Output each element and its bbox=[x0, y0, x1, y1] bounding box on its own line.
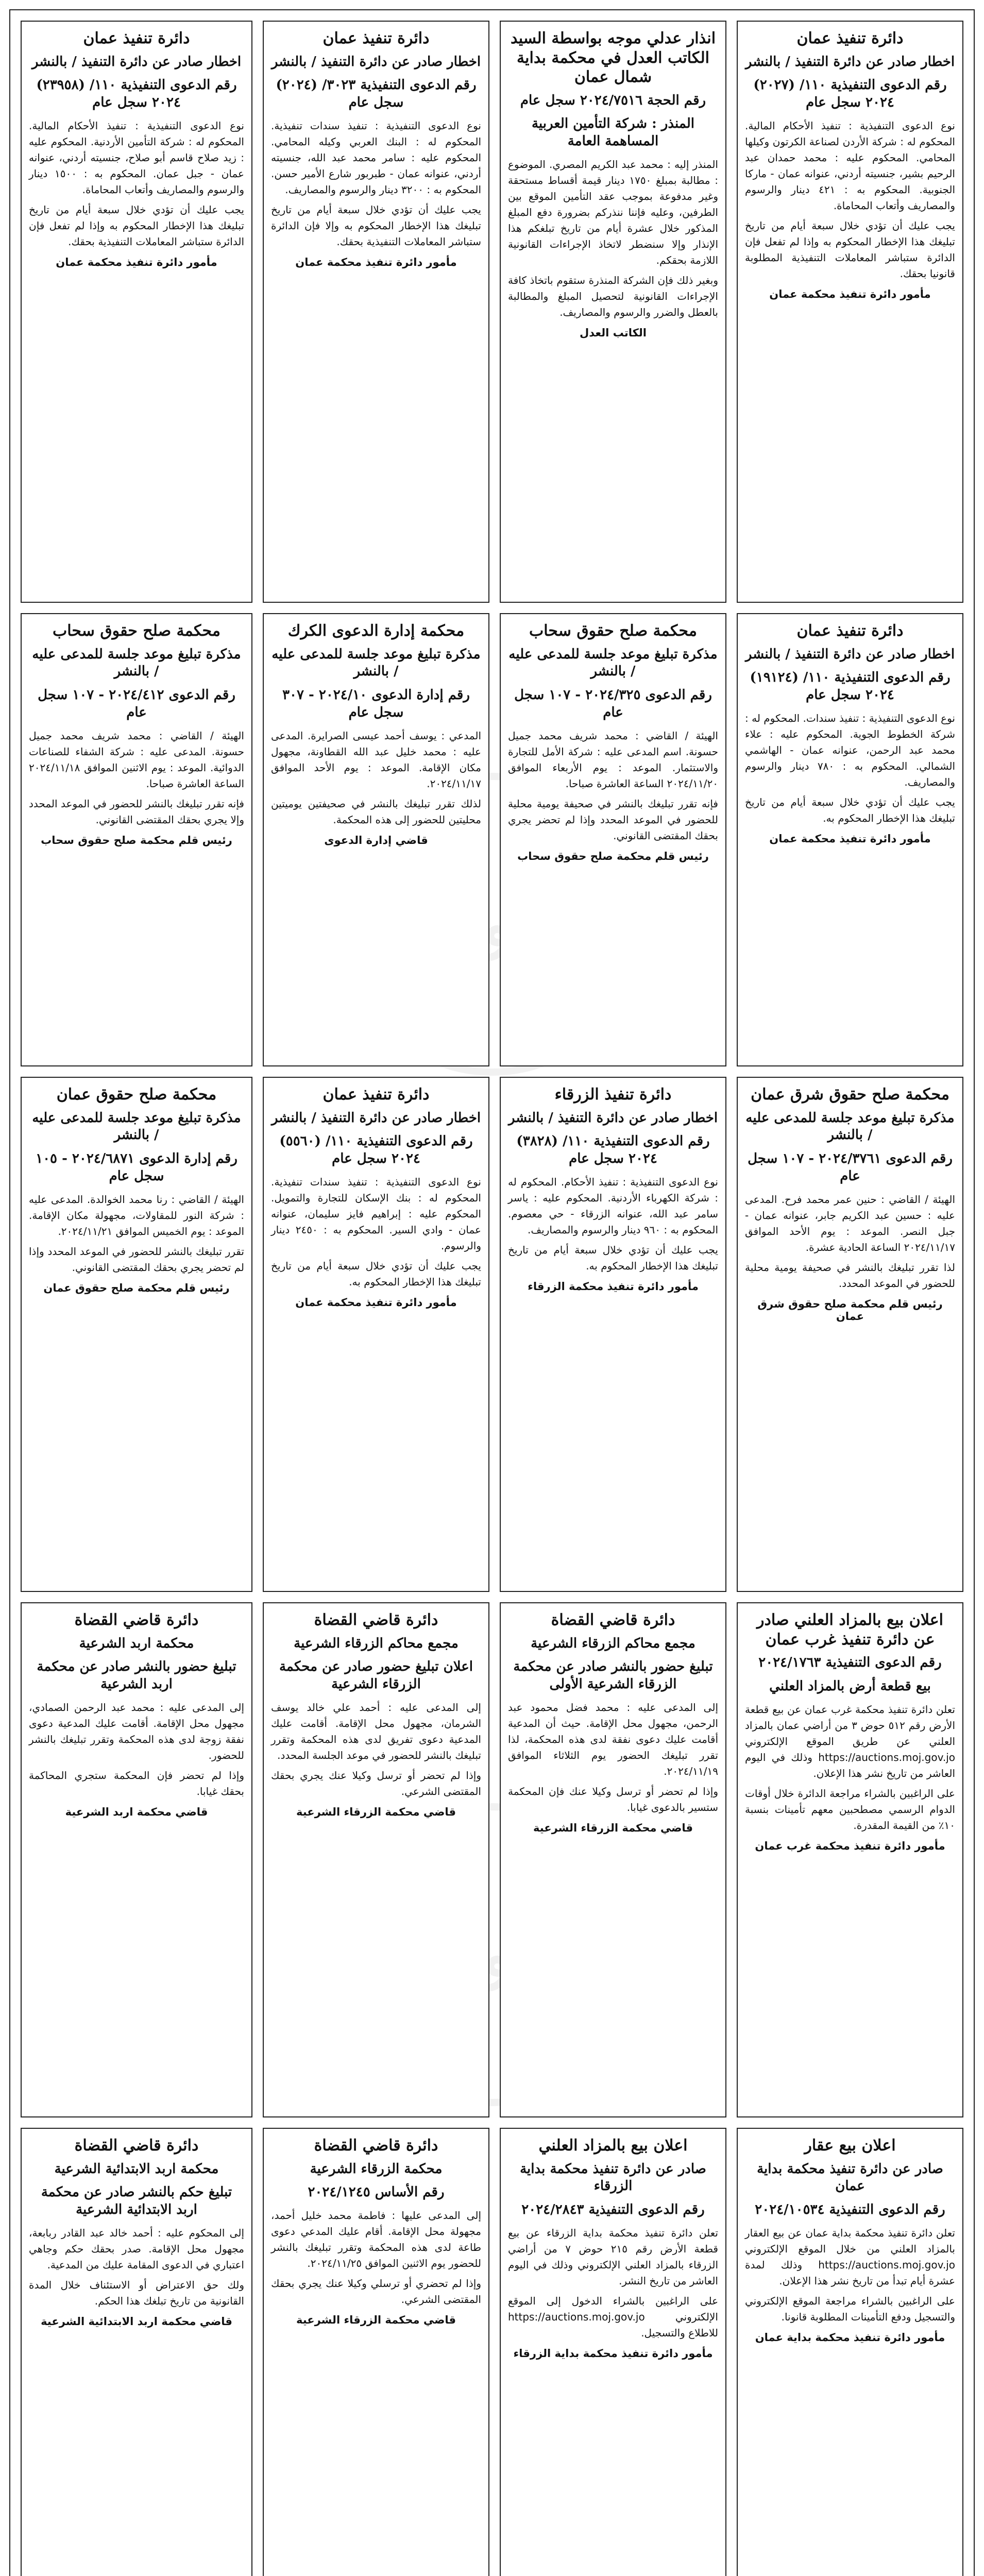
notice-case: رقم الدعوى التنفيذية ١١٠/ (٢٠٢٧) ٢٠٢٤ سجل عام bbox=[753, 77, 947, 111]
notice-r4-c4 bbox=[21, 1602, 252, 2117]
notice-title: دائرة تنفيذ عمان bbox=[796, 29, 904, 47]
notice-body: تعلن دائرة تنفيذ محكمة بداية الزرقاء عن بيع قطعة الأرض رقم ٢١٥ حوض ٧ من أراضي الزرقاء بالمزاد العلني الإلكتروني وذلك في اليوم العاشر من تاريخ النشر. bbox=[508, 2226, 718, 2287]
notice-body: إلى المدعى عليه : أحمد علي خالد يوسف الشرمان، مجهول محل الإقامة. أقامت عليك المدعية دعوى تفريق لدى هذه المحكمة وتقرر تبليغك بالنشر للحضور في موعد الجلسة المحدد. bbox=[271, 1701, 481, 1761]
notice-case: بيع قطعة أرض بالمزاد العلني bbox=[769, 1678, 931, 1694]
notice-body: إلى المدعى عليها : فاطمة محمد خليل أحمد، مجهولة محل الإقامة. أقام عليك المدعي دعوى طاعة لدى هذه المحكمة وتقرر تبليغك بالنشر للحضور يوم الاثنين الموافق ٢٠٢٤/١١/٢٥. bbox=[271, 2209, 481, 2270]
notice-note: لذلك تقرر تبليغك بالنشر في صحيفتين يوميتين محليتين للحضور إلى هذه المحكمة. bbox=[271, 797, 481, 826]
notice-note: يجب عليك أن تؤدي خلال سبعة أيام من تاريخ تبليغك هذا الإخطار المحكوم به. bbox=[271, 1259, 481, 1288]
notice-case: رقم الدعوى ٢٠٢٤/٣٧٦١ - ١٠٧ سجل عام bbox=[748, 1151, 953, 1184]
notice-sign: رئيس قلم محكمة صلح حقوق سحاب bbox=[517, 850, 709, 862]
notice-sign: قاضي محكمة الزرقاء الشرعية bbox=[533, 1821, 693, 1834]
notice-note: يجب عليك أن تؤدي خلال سبعة أيام من تاريخ تبليغك هذا الإخطار المحكوم به. bbox=[508, 1243, 718, 1272]
notice-case: رقم الدعوى التنفيذية ١١٠/ (٥٥٦٠) ٢٠٢٤ سجل عام bbox=[279, 1133, 473, 1167]
notice-title: انذار عدلي موجه بواسطة السيد الكاتب العدل في محكمة بداية شمال عمان bbox=[510, 29, 716, 86]
notice-body: نوع الدعوى التنفيذية : تنفيذ الأحكام. المحكوم له : شركة الكهرباء الأردنية. المحكوم عليه : ياسر سامر عبد الله، عنوانه الزرقاء - حي معصوم. المحكوم به : ٩٦٠ دينار والرسوم والمصاريف. bbox=[508, 1175, 718, 1236]
notice-sign: رئيس قلم محكمة صلح حقوق عمان bbox=[43, 1281, 230, 1294]
notice-note: يجب عليك أن تؤدي خلال سبعة أيام من تاريخ تبليغك هذا الإخطار المحكوم به وإذا لم تفعل فإن الدائرة ستباشر المعاملات التنفيذية بحقك. bbox=[29, 203, 244, 248]
notice-body: تعلن دائرة تنفيذ محكمة غرب عمان عن بيع قطعة الأرض رقم ٥١٢ حوض ٣ من أراضي عمان بالمزاد العلني عن طريق الموقع الإلكتروني https://auctions.moj.gov.jo وذلك في اليوم العاشر من تاريخ نشر هذا الإعلان. bbox=[745, 1703, 955, 1780]
notice-subtitle: مجمع محاكم الزرقاء الشرعية bbox=[294, 1635, 459, 1651]
notice-r5-c2 bbox=[500, 2128, 726, 2576]
notice-r2-c4 bbox=[21, 613, 252, 1066]
notice-r1-c3 bbox=[263, 21, 489, 603]
notice-case: تبليغ حضور بالنشر صادر عن محكمة اربد الشرعية bbox=[37, 1659, 236, 1692]
notice-title: محكمة صلح حقوق شرق عمان bbox=[751, 1086, 949, 1104]
notice-sign: قاضي محكمة اربد الشرعية bbox=[65, 1805, 208, 1818]
notice-note: تقرر تبليغك بالنشر للحضور في الموعد المحدد وإذا لم تحضر يجري بحقك المقتضى القانوني. bbox=[29, 1245, 244, 1274]
notice-r4-c2 bbox=[500, 1602, 726, 2117]
notice-note: على الراغبين بالشراء مراجعة الدائرة خلال أوقات الدوام الرسمي مصطحبين معهم تأمينات بنسبة ١٠٪ من القيمة المقدرة. bbox=[745, 1787, 955, 1832]
notice-title: محكمة صلح حقوق عمان bbox=[56, 1086, 217, 1104]
notice-sign: رئيس قلم محكمة صلح حقوق شرق عمان bbox=[757, 1297, 943, 1323]
notice-title: دائرة تنفيذ عمان bbox=[796, 622, 904, 640]
notice-subtitle: اخطار صادر عن دائرة التنفيذ / بالنشر bbox=[745, 54, 955, 70]
notice-r2-c3 bbox=[263, 613, 489, 1066]
notice-case: رقم الدعوى التنفيذية ١١٠/ (٢٣٩٥٨) ٢٠٢٤ سجل عام bbox=[36, 77, 237, 111]
notice-subtitle: مذكرة تبليغ موعد جلسة للمدعى عليه / بالنشر bbox=[32, 1110, 241, 1143]
notice-note: فإنه تقرر تبليغك بالنشر في صحيفة يومية محلية للحضور في الموعد المحدد وإذا لم تحضر يجري بحقك المقتضى القانوني. bbox=[508, 797, 718, 842]
notice-body: الهيئة / القاضي : حنين عمر محمد فرح. المدعى عليه : حسين عبد الكريم جابر، عنوانه عمان - جبل النصر. الموعد : يوم الأحد الموافق ٢٠٢٤/١١/١٧ الساعة الحادية عشرة. bbox=[745, 1193, 955, 1253]
notice-note: فإنه تقرر تبليغك بالنشر للحضور في الموعد المحدد وإلا يجري بحقك المقتضى القانوني. bbox=[29, 797, 244, 826]
notice-r3-c1 bbox=[737, 1077, 963, 1592]
notice-note: يجب عليك أن تؤدي خلال سبعة أيام من تاريخ تبليغك هذا الإخطار المحكوم به وإلا فإن الدائرة ستباشر المعاملات التنفيذية بحقك. bbox=[271, 203, 481, 248]
notice-note: على الراغبين بالشراء مراجعة الموقع الإلكتروني والتسجيل ودفع التأمينات المطلوبة قانونا. bbox=[745, 2294, 955, 2323]
notice-title: دائرة قاضي القضاة bbox=[314, 1611, 438, 1629]
notice-subtitle: صادر عن دائرة تنفيذ محكمة بداية عمان bbox=[757, 2161, 943, 2194]
notice-case: رقم الدعوى التنفيذية ٢٠٢٤/٢٨٤٣ bbox=[521, 2202, 705, 2218]
notice-title: دائرة قاضي القضاة bbox=[74, 2137, 199, 2155]
notice-sign: مأمور دائرة تنفيذ محكمة عمان bbox=[295, 256, 457, 268]
notice-title: دائرة تنفيذ عمان bbox=[83, 29, 190, 47]
notice-body: تعلن دائرة تنفيذ محكمة بداية عمان عن بيع العقار بالمزاد العلني من خلال الموقع الإلكتروني https://auctions.moj.gov.jo وذلك لمدة عشرة أيام تبدأ من تاريخ نشر هذا الإعلان. bbox=[745, 2226, 955, 2287]
notice-note: ولك حق الاعتراض أو الاستئناف خلال المدة القانونية من تاريخ تبلغك هذا الحكم. bbox=[29, 2278, 244, 2307]
notice-r1-c1 bbox=[737, 21, 963, 603]
notice-case: رقم الدعوى التنفيذية ٣٠٢٣/ (٢٠٢٤) سجل عام bbox=[276, 77, 477, 111]
notice-body: إلى المدعى عليه : محمد عبد الرحمن الصمادي، مجهول محل الإقامة. أقامت عليك المدعية دعوى نفقة زوجة لدى هذه المحكمة وتقرر تبليغك بالنشر للحضور. bbox=[29, 1701, 244, 1761]
notice-subtitle: صادر عن دائرة تنفيذ محكمة بداية الزرقاء bbox=[520, 2161, 706, 2194]
notice-r4-c1 bbox=[737, 1602, 963, 2117]
notice-title: دائرة تنفيذ عمان bbox=[323, 1086, 430, 1104]
notice-title: دائرة تنفيذ الزرقاء bbox=[554, 1086, 672, 1104]
notice-note: وإذا لم تحضري أو ترسلي وكيلا عنك يجري بحقك المقتضى الشرعي. bbox=[271, 2277, 481, 2306]
notice-title: محكمة صلح حقوق سحاب bbox=[53, 622, 220, 640]
notice-sign: مأمور دائرة تنفيذ محكمة عمان bbox=[769, 287, 931, 300]
notice-note: وبغير ذلك فإن الشركة المنذرة ستقوم باتخاذ كافة الإجراءات القانونية لتحصيل المبلغ والمطالبة بالعطل والضرر والرسوم والمصاريف. bbox=[508, 274, 718, 318]
notice-subtitle: محكمة اربد الابتدائية الشرعية bbox=[54, 2161, 219, 2177]
notice-title: دائرة قاضي القضاة bbox=[551, 1611, 675, 1629]
notice-title: اعلان بيع بالمزاد العلني صادر عن دائرة تنفيذ غرب عمان bbox=[757, 1611, 943, 1649]
notice-title: محكمة إدارة الدعوى الكرك bbox=[287, 622, 465, 640]
notice-case: اعلان تبليغ حضور صادر عن محكمة الزرقاء الشرعية bbox=[279, 1659, 473, 1692]
notice-sign: قاضي محكمة الزرقاء الشرعية bbox=[296, 1805, 456, 1818]
notice-r3-c2 bbox=[500, 1077, 726, 1592]
notice-case: رقم الدعوى التنفيذية ١١٠/ (١٩١٢٤) ٢٠٢٤ سجل عام bbox=[750, 670, 951, 703]
notice-r2-c2 bbox=[500, 613, 726, 1066]
notice-r1-c2 bbox=[500, 21, 726, 603]
notice-body: نوع الدعوى التنفيذية : تنفيذ الأحكام المالية. المحكوم له : شركة الأردن لصناعة الكرتون وكيلها المحامي. المحكوم عليه : محمد حمدان عبد الرحيم بشير، جنسيته أردني، عنوانه عمان - ماركا الجنوبية. المحكوم به : ٤٢١ دينار والرسوم والمصاريف وأتعاب المحاماة. bbox=[745, 119, 956, 212]
notice-subtitle: اخطار صادر عن دائرة التنفيذ / بالنشر bbox=[508, 1110, 718, 1126]
notice-body: المنذر إليه : محمد عبد الكريم المصري. الموضوع : مطالبة بمبلغ ١٧٥٠ دينار قيمة أقساط مستحقة وغير مدفوعة بموجب عقد التأمين الموقع بين الطرفين، وعليه فإننا ننذركم بضرورة دفع المبلغ المذكور خلال عشرة أيام من تاريخ تبلغكم هذا الإنذار وإلا سنضطر لاتخاذ الإجراءات القانونية اللازمة بحقكم. bbox=[508, 158, 718, 266]
notice-title: دائرة قاضي القضاة bbox=[314, 2137, 438, 2155]
notice-case: رقم إدارة الدعوى ٢٠٢٤/٦٨٧١ - ١٠٥ سجل عام bbox=[36, 1151, 237, 1184]
watermark-text: السوسنة bbox=[378, 1918, 606, 1991]
notice-note: يجب عليك أن تؤدي خلال سبعة أيام من تاريخ تبليغك هذا الإخطار المحكوم به وإذا لم تفعل فإن الدائرة ستباشر المعاملات التنفيذية المطلوبة قانونيا بحقك. bbox=[745, 219, 955, 280]
notice-body: المدعي : يوسف أحمد عيسى الصرايرة. المدعى عليه : محمد خليل عبد الله القطاونة، مجهول مكان الإقامة. الموعد : يوم الأحد الموافق ٢٠٢٤/١١/١٧. bbox=[271, 729, 481, 790]
notice-subtitle: مذكرة تبليغ موعد جلسة للمدعى عليه / بالنشر bbox=[272, 646, 481, 680]
notice-subtitle: مذكرة تبليغ موعد جلسة للمدعى عليه / بالنشر bbox=[32, 646, 241, 680]
notice-subtitle: رقم الدعوى التنفيذية ٢٠٢٤/١٧٦٣ bbox=[758, 1655, 942, 1670]
notice-r4-c3 bbox=[263, 1602, 489, 2117]
notice-r5-c3 bbox=[263, 2128, 489, 2576]
notice-subtitle: اخطار صادر عن دائرة التنفيذ / بالنشر bbox=[271, 1110, 481, 1126]
notice-note: وإذا لم تحضر أو ترسل وكيلا عنك يجري بحقك المقتضى الشرعي. bbox=[271, 1769, 481, 1798]
notice-note: على الراغبين بالشراء الدخول إلى الموقع الإلكتروني https://auctions.moj.gov.jo للاطلاع والتسجيل. bbox=[508, 2294, 718, 2339]
notice-body: نوع الدعوى التنفيذية : تنفيذ سندات تنفيذية. المحكوم له : بنك الإسكان للتجارة والتمويل. المحكوم عليه : إبراهيم فايز سليمان، عنوانه عمان - وادي السير. المحكوم به : ٢٤٥٠ دينار والرسوم. bbox=[271, 1175, 481, 1252]
notice-case: رقم إدارة الدعوى ٢٠٢٤/١٠ - ٣٠٧ سجل عام bbox=[282, 687, 470, 720]
notice-case: رقم الدعوى ٢٠٢٤/٤١٢ - ١٠٧ سجل عام bbox=[38, 687, 235, 720]
notice-body: الهيئة / القاضي : رنا محمد الخوالدة. المدعى عليه : شركة النور للمقاولات، مجهولة مكان الإقامة. الموعد : يوم الخميس الموافق ٢٠٢٤/١١/٢١. bbox=[29, 1193, 244, 1238]
notice-sign: رئيس قلم محكمة صلح حقوق سحاب bbox=[41, 834, 232, 846]
notice-body: الهيئة / القاضي : محمد شريف محمد جميل حسونة. اسم المدعى عليه : شركة الأمل للتجارة والاستثمار. الموعد : يوم الأربعاء الموافق ٢٠٢٤/١١/٢٠ الساعة العاشرة صباحا. bbox=[508, 729, 718, 790]
notice-note: يجب عليك أن تؤدي خلال سبعة أيام من تاريخ تبليغك هذا الإخطار المحكوم به. bbox=[745, 795, 955, 824]
notice-subtitle: اخطار صادر عن دائرة التنفيذ / بالنشر bbox=[271, 54, 481, 70]
notice-title: دائرة تنفيذ عمان bbox=[323, 29, 430, 47]
notice-sign: مأمور دائرة تنفيذ محكمة عمان bbox=[769, 832, 931, 845]
notice-sign: الكاتب العدل bbox=[580, 326, 647, 339]
notice-sign: مأمور دائرة تنفيذ محكمة عمان bbox=[295, 1296, 457, 1309]
notice-sign: مأمور دائرة تنفيذ محكمة الزرقاء bbox=[528, 1280, 699, 1293]
notice-subtitle: مذكرة تبليغ موعد جلسة للمدعى عليه / بالنشر bbox=[745, 1110, 955, 1143]
notice-body: إلى المدعى عليه : محمد فضل محمود عبد الرحمن، مجهول محل الإقامة. حيث أن المدعية أقامت عليك دعوى نفقة لدى هذه المحكمة، لذا تقرر تبليغك الحضور يوم الثلاثاء الموافق ٢٠٢٤/١١/١٩. bbox=[508, 1701, 718, 1777]
notice-case: رقم الدعوى التنفيذية ١١٠/ (٣٨٢٨) ٢٠٢٤ سجل عام bbox=[516, 1133, 710, 1167]
notice-subtitle: مجمع محاكم الزرقاء الشرعية bbox=[531, 1635, 695, 1651]
notice-body: نوع الدعوى التنفيذية : تنفيذ سندات. المحكوم له : شركة الخطوط الجوية. المحكوم عليه : علاء محمد عبد الرحمن، عنوانه عمان - الهاشمي الشمالي. المحكوم به : ٧٨٠ دينار والرسوم والمصاريف. bbox=[745, 711, 956, 788]
watermark-text: السوسنة bbox=[378, 888, 606, 961]
notice-r5-c4 bbox=[21, 2128, 252, 2576]
notice-subtitle: اخطار صادر عن دائرة التنفيذ / بالنشر bbox=[31, 54, 242, 70]
notice-r1-c4 bbox=[21, 21, 252, 603]
notice-note: وإذا لم تحضر فإن المحكمة ستجري المحاكمة بحقك غيابا. bbox=[29, 1769, 244, 1798]
notice-subtitle: مذكرة تبليغ موعد جلسة للمدعى عليه / بالنشر bbox=[508, 646, 718, 680]
notice-sign: قاضي إدارة الدعوى bbox=[324, 834, 428, 846]
notice-body: إلى المحكوم عليه : أحمد خالد عبد القادر ربابعة، مجهول محل الإقامة. صدر بحقك حكم وجاهي اعتباري في الدعوى المقامة عليك من المدعية. bbox=[29, 2226, 244, 2271]
notice-title: اعلان بيع بالمزاد العلني bbox=[538, 2137, 688, 2155]
notice-case: تبليغ حضور بالنشر صادر عن محكمة الزرقاء الشرعية الأولى bbox=[513, 1659, 713, 1692]
notice-r2-c1 bbox=[737, 613, 963, 1066]
notice-case: تبليغ حكم بالنشر صادر عن محكمة اربد الابتدائية الشرعية bbox=[41, 2184, 232, 2218]
notice-subtitle: محكمة اربد الشرعية bbox=[79, 1635, 194, 1651]
notice-case: المنذر : شركة التأمين العربية المساهمة العامة bbox=[531, 116, 694, 149]
notice-r3-c3 bbox=[263, 1077, 489, 1592]
notice-case: رقم الدعوى ٢٠٢٤/٣٢٥ - ١٠٧ سجل عام bbox=[514, 687, 712, 720]
notice-title: دائرة قاضي القضاة bbox=[74, 1611, 199, 1629]
notice-sign: قاضي محكمة الزرقاء الشرعية bbox=[296, 2314, 456, 2327]
notice-body: الهيئة / القاضي : محمد شريف محمد جميل حسونة. المدعى عليه : شركة الشفاء للصناعات الدوائية. الموعد : يوم الاثنين الموافق ٢٠٢٤/١١/١٨ الساعة العاشرة صباحا. bbox=[29, 729, 244, 790]
notice-subtitle: رقم الحجة ٢٠٢٤/٧٥١٦ سجل عام bbox=[520, 92, 706, 108]
notice-note: لذا تقرر تبليغك بالنشر في صحيفة يومية محلية للحضور في الموعد المحدد. bbox=[745, 1261, 955, 1290]
notice-title: محكمة صلح حقوق سحاب bbox=[529, 622, 697, 640]
notice-sign: قاضي محكمة اربد الابتدائية الشرعية bbox=[41, 2315, 232, 2328]
notice-note: وإذا لم تحضر أو ترسل وكيلا عنك فإن المحكمة ستسير بالدعوى غيابا. bbox=[508, 1785, 718, 1814]
notice-body: نوع الدعوى التنفيذية : تنفيذ سندات تنفيذية. المحكوم له : البنك العربي وكيله المحامي. المحكوم عليه : سامر محمد عبد الله، جنسيته أردني، عنوانه عمان - طبربور شارع الأمير حسن. المحكوم به : ٣٢٠٠ دينار والرسوم والمصاريف. bbox=[271, 119, 481, 196]
notice-r3-c4 bbox=[21, 1077, 252, 1592]
notice-case: رقم الدعوى التنفيذية ٢٠٢٤/١٠٥٣٤ bbox=[755, 2202, 945, 2218]
notice-title: اعلان بيع عقار bbox=[804, 2137, 896, 2155]
notice-case: رقم الأساس ٢٠٢٤/١٢٤٥ bbox=[308, 2184, 445, 2200]
notice-sign: مأمور دائرة تنفيذ محكمة بداية الزرقاء bbox=[513, 2347, 713, 2360]
notice-subtitle: محكمة الزرقاء الشرعية bbox=[310, 2161, 443, 2177]
notice-r5-c1 bbox=[737, 2128, 963, 2576]
notice-sign: مأمور دائرة تنفيذ محكمة بداية عمان bbox=[755, 2331, 945, 2344]
notice-sign: مأمور دائرة تنفيذ محكمة عمان bbox=[56, 256, 217, 268]
notice-sign: مأمور دائرة تنفيذ محكمة غرب عمان bbox=[755, 1839, 945, 1852]
notice-body: نوع الدعوى التنفيذية : تنفيذ الأحكام المالية. المحكوم له : شركة التأمين الأردنية. المحكوم عليه : زيد صلاح قاسم أبو صلاح، جنسيته أردني، عنوانه عمان - جبل عمان. المحكوم به : ١٥٠٠ دينار والرسوم والمصاريف وأتعاب المحاماة. bbox=[29, 119, 244, 196]
notice-subtitle: اخطار صادر عن دائرة التنفيذ / بالنشر bbox=[745, 646, 955, 662]
